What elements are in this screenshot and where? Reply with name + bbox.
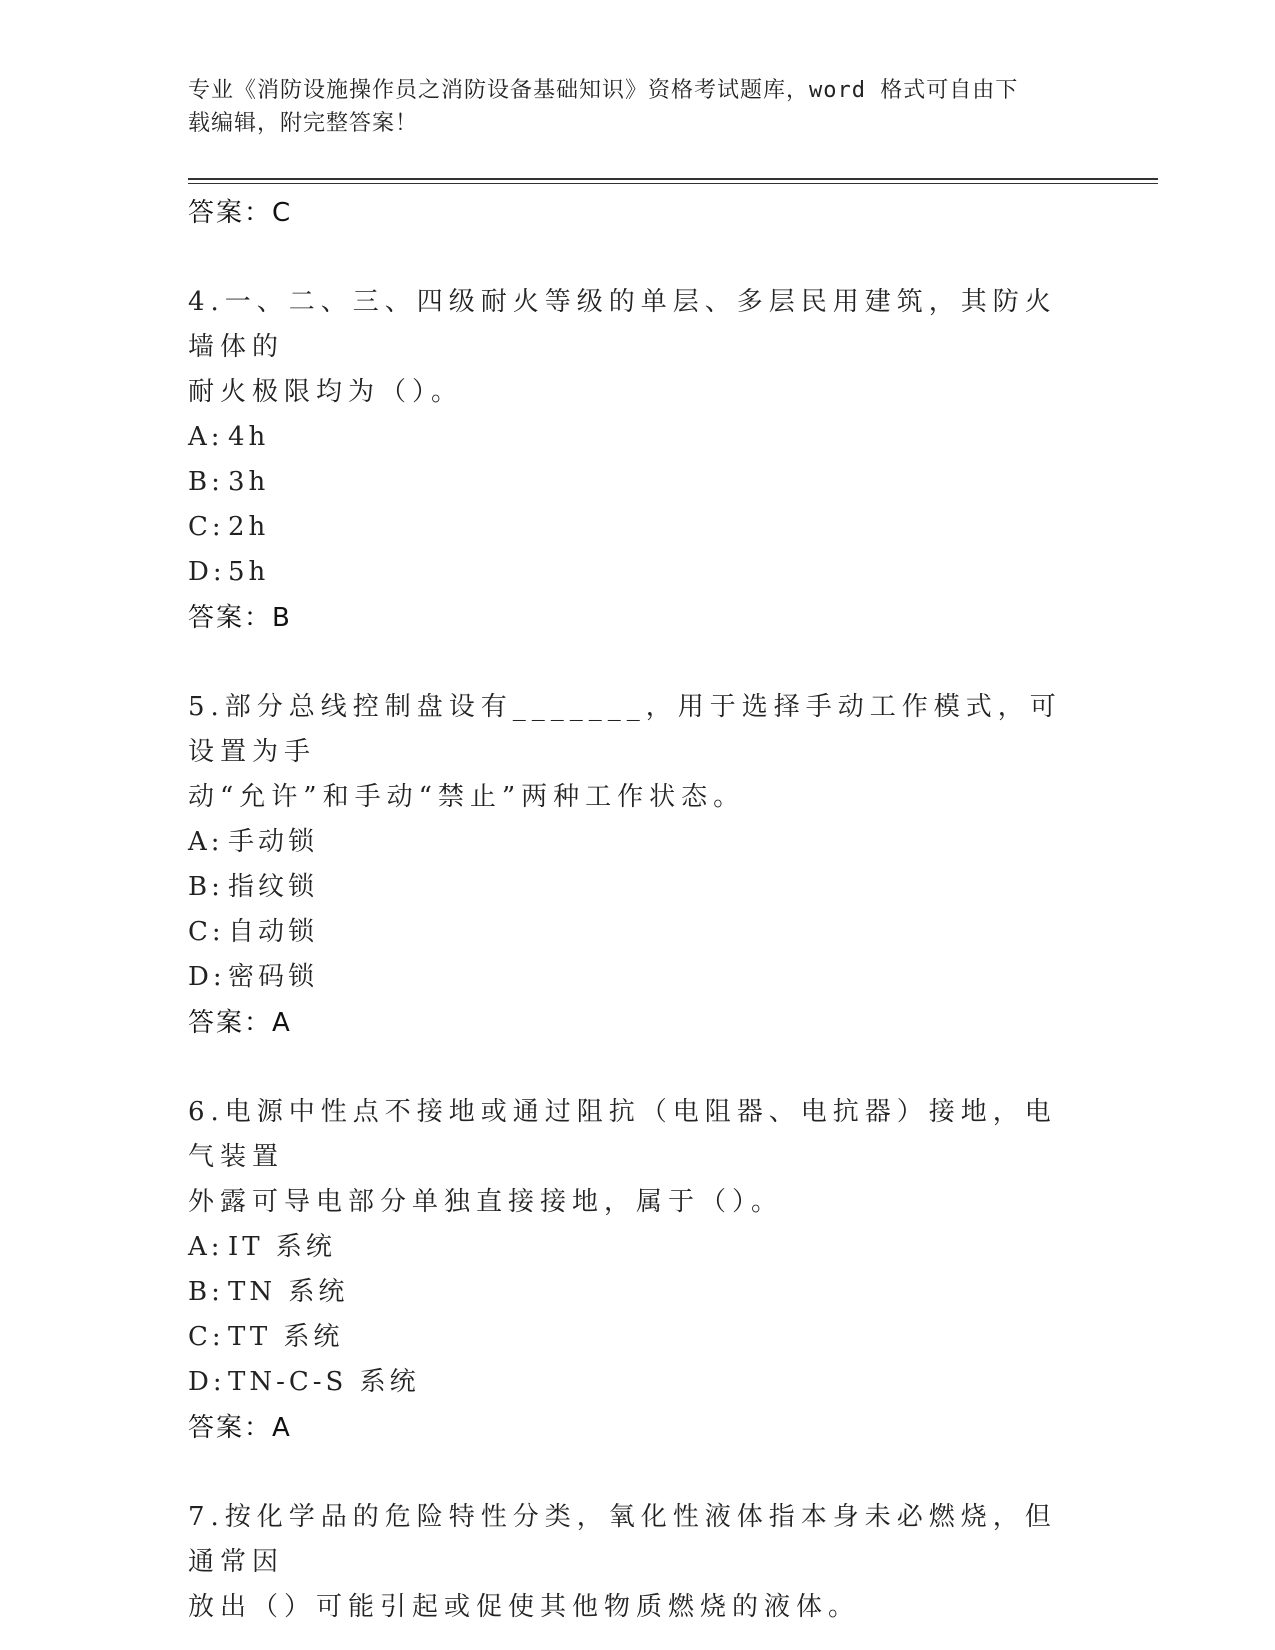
option-text: 手动锁 (228, 827, 319, 857)
option-letter: B: (188, 1277, 224, 1307)
option-text: TT 系统 (228, 1322, 344, 1352)
question-text-line: 6.电源中性点不接地或通过阻抗（电阻器、电抗器）接地，电气装置 (188, 1097, 1057, 1172)
question-text (188, 1090, 1088, 1225)
option-letter: B: (188, 467, 224, 497)
question-text-line: 7.按化学品的危险特性分类，氧化性液体指本身未必燃烧，但通常因 (188, 1502, 1057, 1577)
question-text-line: 放出（）可能引起或促使其他物质燃烧的液体。 (188, 1592, 861, 1622)
option-a (188, 820, 1088, 865)
question-4 (188, 280, 1088, 641)
option-letter: A: (188, 827, 224, 857)
option-letter: C: (188, 917, 225, 947)
question-text-line: 耐火极限均为（）。 (188, 377, 464, 407)
option-a (188, 1225, 1088, 1270)
question-text (188, 685, 1088, 820)
question-text-line: 4.一、二、三、四级耐火等级的单层、多层民用建筑，其防火墙体的 (188, 287, 1057, 362)
question-7 (188, 1495, 1088, 1630)
option-b (188, 460, 1088, 505)
header-divider-thin (188, 183, 1158, 184)
option-text: TN 系统 (228, 1277, 349, 1307)
header-line-1: 专业《消防设施操作员之消防设备基础知识》资格考试题库，word 格式可自由下 (188, 78, 1019, 103)
option-b (188, 865, 1088, 910)
question-6 (188, 1090, 1088, 1451)
option-text: 自动锁 (228, 917, 319, 947)
option-a (188, 415, 1088, 460)
question-list (188, 190, 1088, 1630)
option-text: 4h (228, 422, 270, 452)
option-text: 2h (228, 512, 270, 542)
option-text: TN-C-S 系统 (228, 1367, 420, 1397)
option-c (188, 1315, 1088, 1360)
option-text: 5h (228, 557, 270, 587)
header-divider (188, 178, 1158, 180)
option-letter: D: (188, 962, 226, 992)
question-text-line: 动“允许”和手动“禁止”两种工作状态。 (188, 782, 746, 812)
answer-line: 答案：C (188, 198, 293, 228)
option-c (188, 910, 1088, 955)
answer-line: 答案：A (188, 1008, 292, 1038)
option-text: 密码锁 (228, 962, 319, 992)
option-letter: A: (188, 1232, 224, 1262)
option-d (188, 550, 1088, 595)
option-text: 3h (228, 467, 270, 497)
question-text-line: 外露可导电部分单独直接接地，属于（）。 (188, 1187, 784, 1217)
option-d (188, 1360, 1088, 1405)
option-text: IT 系统 (228, 1232, 336, 1262)
option-letter: A: (188, 422, 224, 452)
question-5 (188, 685, 1088, 1046)
option-letter: D: (188, 1367, 226, 1397)
question-text-line: 5.部分总线控制盘设有_______，用于选择手动工作模式，可设置为手 (188, 692, 1062, 767)
answer-line: 答案：B (188, 603, 292, 633)
option-letter: C: (188, 1322, 225, 1352)
answer-line: 答案：A (188, 1413, 292, 1443)
option-b (188, 1270, 1088, 1315)
option-text: 指纹锁 (228, 872, 319, 902)
question-text (188, 280, 1088, 415)
option-d (188, 955, 1088, 1000)
option-letter: C: (188, 512, 225, 542)
header-line-2: 载编辑，附完整答案！ (188, 111, 419, 136)
option-c (188, 505, 1088, 550)
document-header (188, 74, 1088, 140)
option-letter: B: (188, 872, 224, 902)
question-text (188, 1495, 1088, 1630)
option-letter: D: (188, 557, 226, 587)
